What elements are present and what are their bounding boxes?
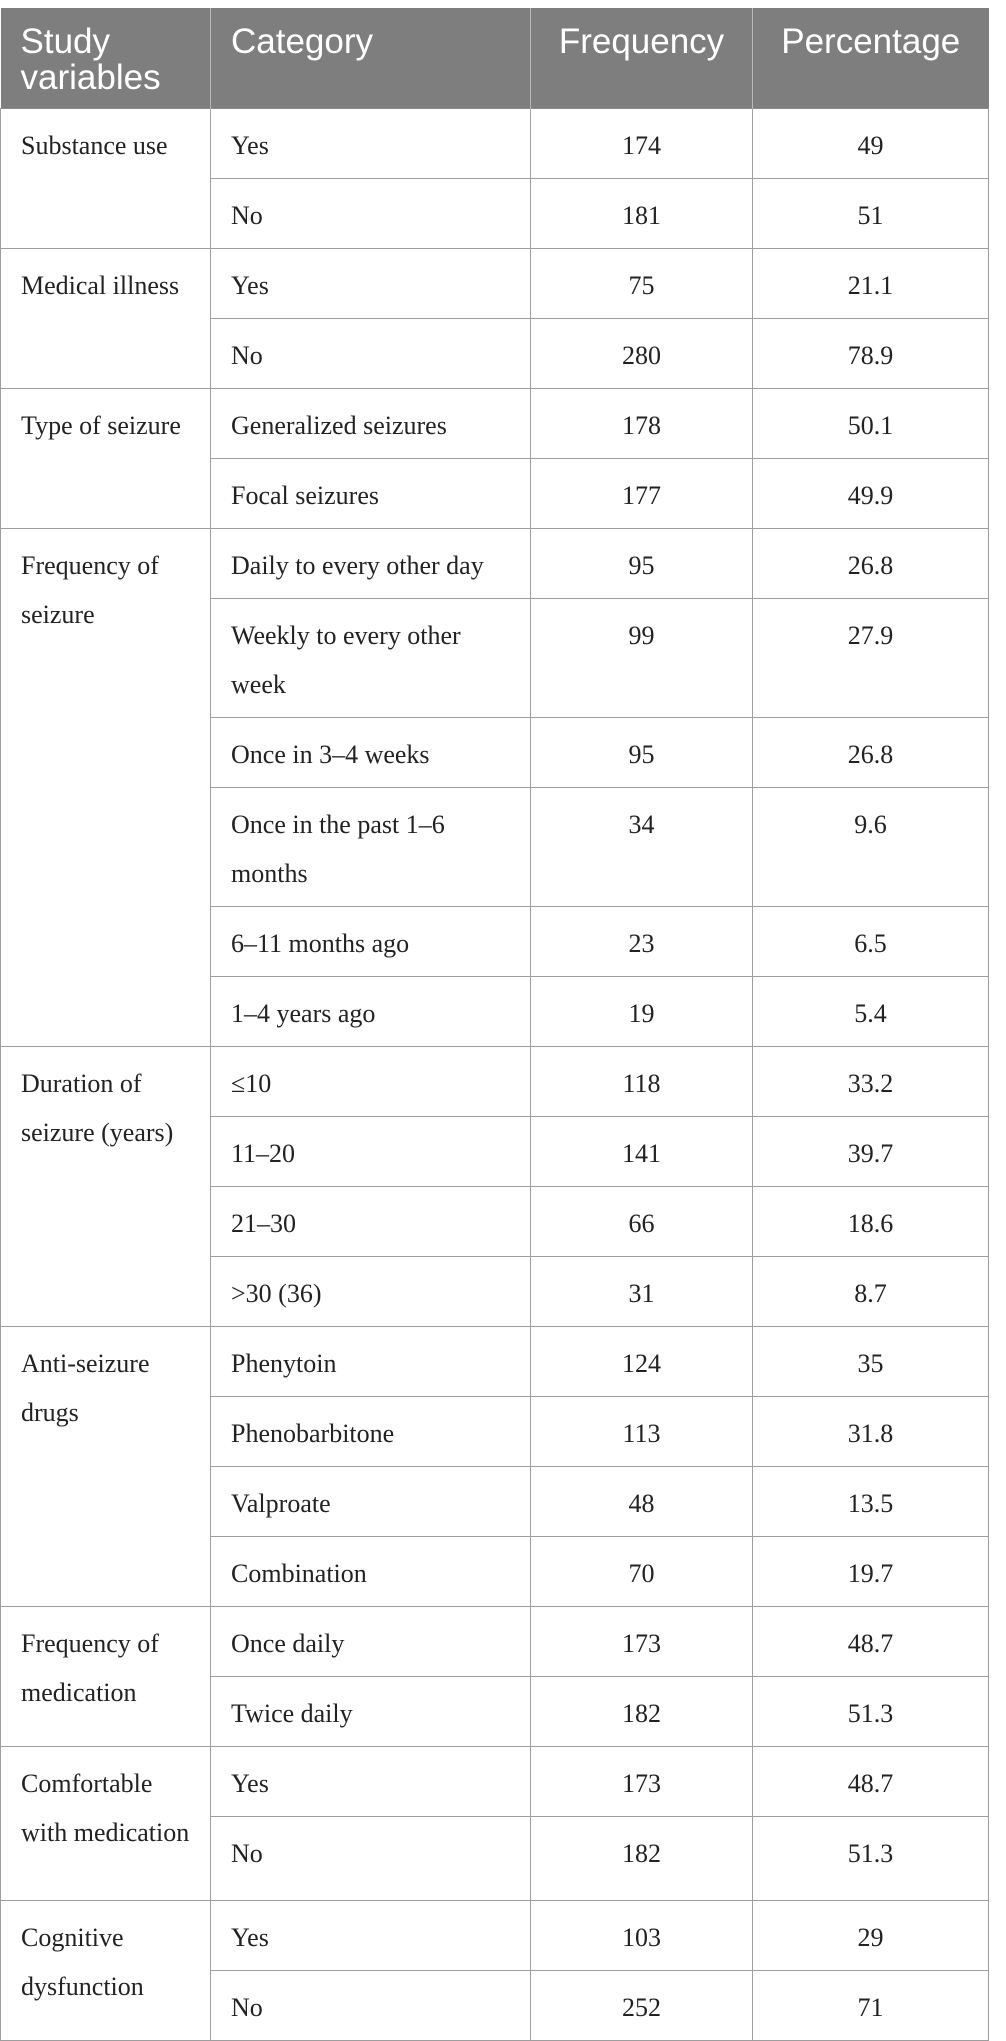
frequency-cell: 177 [531, 459, 753, 529]
frequency-cell: 66 [531, 1187, 753, 1257]
percentage-cell: 31.8 [753, 1397, 989, 1467]
category-cell: Once daily [211, 1607, 531, 1677]
header-percentage: Percentage [753, 8, 989, 109]
frequency-cell: 252 [531, 1971, 753, 2041]
category-cell: Yes [211, 1747, 531, 1817]
category-cell: 6–11 months ago [211, 907, 531, 977]
frequency-cell: 103 [531, 1901, 753, 1971]
frequency-cell: 118 [531, 1047, 753, 1117]
study-variable-cell: Anti-seizure drugs [1, 1327, 211, 1607]
frequency-cell: 23 [531, 907, 753, 977]
table-header [1, 8, 989, 109]
category-cell: No [211, 319, 531, 389]
percentage-cell: 51.3 [753, 1817, 989, 1901]
category-cell: Twice daily [211, 1677, 531, 1747]
table-row [1, 1327, 989, 1397]
table-row [1, 1747, 989, 1817]
table-row [1, 1607, 989, 1677]
category-cell: Yes [211, 109, 531, 179]
frequency-cell: 113 [531, 1397, 753, 1467]
category-cell: Phenobarbitone [211, 1397, 531, 1467]
percentage-cell: 6.5 [753, 907, 989, 977]
percentage-cell: 26.8 [753, 529, 989, 599]
frequency-cell: 70 [531, 1537, 753, 1607]
percentage-cell: 48.7 [753, 1607, 989, 1677]
frequency-cell: 31 [531, 1257, 753, 1327]
percentage-cell: 13.5 [753, 1467, 989, 1537]
frequency-cell: 95 [531, 718, 753, 788]
study-variable-cell: Type of seizure [1, 389, 211, 529]
percentage-cell: 39.7 [753, 1117, 989, 1187]
frequency-cell: 181 [531, 179, 753, 249]
percentage-cell: 5.4 [753, 977, 989, 1047]
category-cell: Once in the past 1–6 months [211, 788, 531, 907]
frequency-cell: 280 [531, 319, 753, 389]
percentage-cell: 50.1 [753, 389, 989, 459]
category-cell: Weekly to every other week [211, 599, 531, 718]
percentage-cell: 71 [753, 1971, 989, 2041]
percentage-cell: 9.6 [753, 788, 989, 907]
header-row [1, 8, 989, 109]
frequency-cell: 99 [531, 599, 753, 718]
frequency-cell: 95 [531, 529, 753, 599]
percentage-cell: 49.9 [753, 459, 989, 529]
frequency-cell: 173 [531, 1747, 753, 1817]
frequency-cell: 173 [531, 1607, 753, 1677]
frequency-cell: 34 [531, 788, 753, 907]
category-cell: No [211, 1971, 531, 2041]
study-variable-cell: Cognitive dysfunction [1, 1901, 211, 2041]
table-row [1, 529, 989, 599]
category-cell: Phenytoin [211, 1327, 531, 1397]
study-variable-cell: Medical illness [1, 249, 211, 389]
table-row [1, 1047, 989, 1117]
frequency-cell: 174 [531, 109, 753, 179]
header-category: Category [211, 8, 531, 109]
category-cell: Yes [211, 249, 531, 319]
category-cell: No [211, 1817, 531, 1901]
category-cell: 11–20 [211, 1117, 531, 1187]
table-body [1, 109, 989, 2041]
percentage-cell: 35 [753, 1327, 989, 1397]
percentage-cell: 33.2 [753, 1047, 989, 1117]
frequency-cell: 178 [531, 389, 753, 459]
category-cell: Combination [211, 1537, 531, 1607]
study-variable-cell: Frequency of seizure [1, 529, 211, 1047]
header-frequency: Frequency [531, 8, 753, 109]
percentage-cell: 8.7 [753, 1257, 989, 1327]
category-cell: Once in 3–4 weeks [211, 718, 531, 788]
percentage-cell: 26.8 [753, 718, 989, 788]
category-cell: >30 (36) [211, 1257, 531, 1327]
category-cell: 1–4 years ago [211, 977, 531, 1047]
percentage-cell: 49 [753, 109, 989, 179]
frequency-cell: 48 [531, 1467, 753, 1537]
study-variable-cell: Frequency of medication [1, 1607, 211, 1747]
frequency-cell: 182 [531, 1677, 753, 1747]
table-container [0, 8, 990, 2041]
study-variable-cell: Comfortable with medication [1, 1747, 211, 1901]
category-cell: No [211, 179, 531, 249]
table-row [1, 389, 989, 459]
percentage-cell: 78.9 [753, 319, 989, 389]
percentage-cell: 21.1 [753, 249, 989, 319]
header-study-variables: Study variables [1, 8, 211, 109]
study-variable-cell: Duration of seizure (years) [1, 1047, 211, 1327]
table-row [1, 109, 989, 179]
frequency-cell: 124 [531, 1327, 753, 1397]
study-variables-table [0, 8, 989, 2041]
study-variable-cell: Substance use [1, 109, 211, 249]
frequency-cell: 19 [531, 977, 753, 1047]
frequency-cell: 141 [531, 1117, 753, 1187]
frequency-cell: 75 [531, 249, 753, 319]
percentage-cell: 18.6 [753, 1187, 989, 1257]
percentage-cell: 19.7 [753, 1537, 989, 1607]
percentage-cell: 51 [753, 179, 989, 249]
category-cell: 21–30 [211, 1187, 531, 1257]
percentage-cell: 27.9 [753, 599, 989, 718]
table-row [1, 249, 989, 319]
percentage-cell: 51.3 [753, 1677, 989, 1747]
table-row [1, 1901, 989, 1971]
category-cell: Valproate [211, 1467, 531, 1537]
category-cell: ≤10 [211, 1047, 531, 1117]
category-cell: Generalized seizures [211, 389, 531, 459]
category-cell: Focal seizures [211, 459, 531, 529]
percentage-cell: 48.7 [753, 1747, 989, 1817]
category-cell: Daily to every other day [211, 529, 531, 599]
percentage-cell: 29 [753, 1901, 989, 1971]
frequency-cell: 182 [531, 1817, 753, 1901]
category-cell: Yes [211, 1901, 531, 1971]
